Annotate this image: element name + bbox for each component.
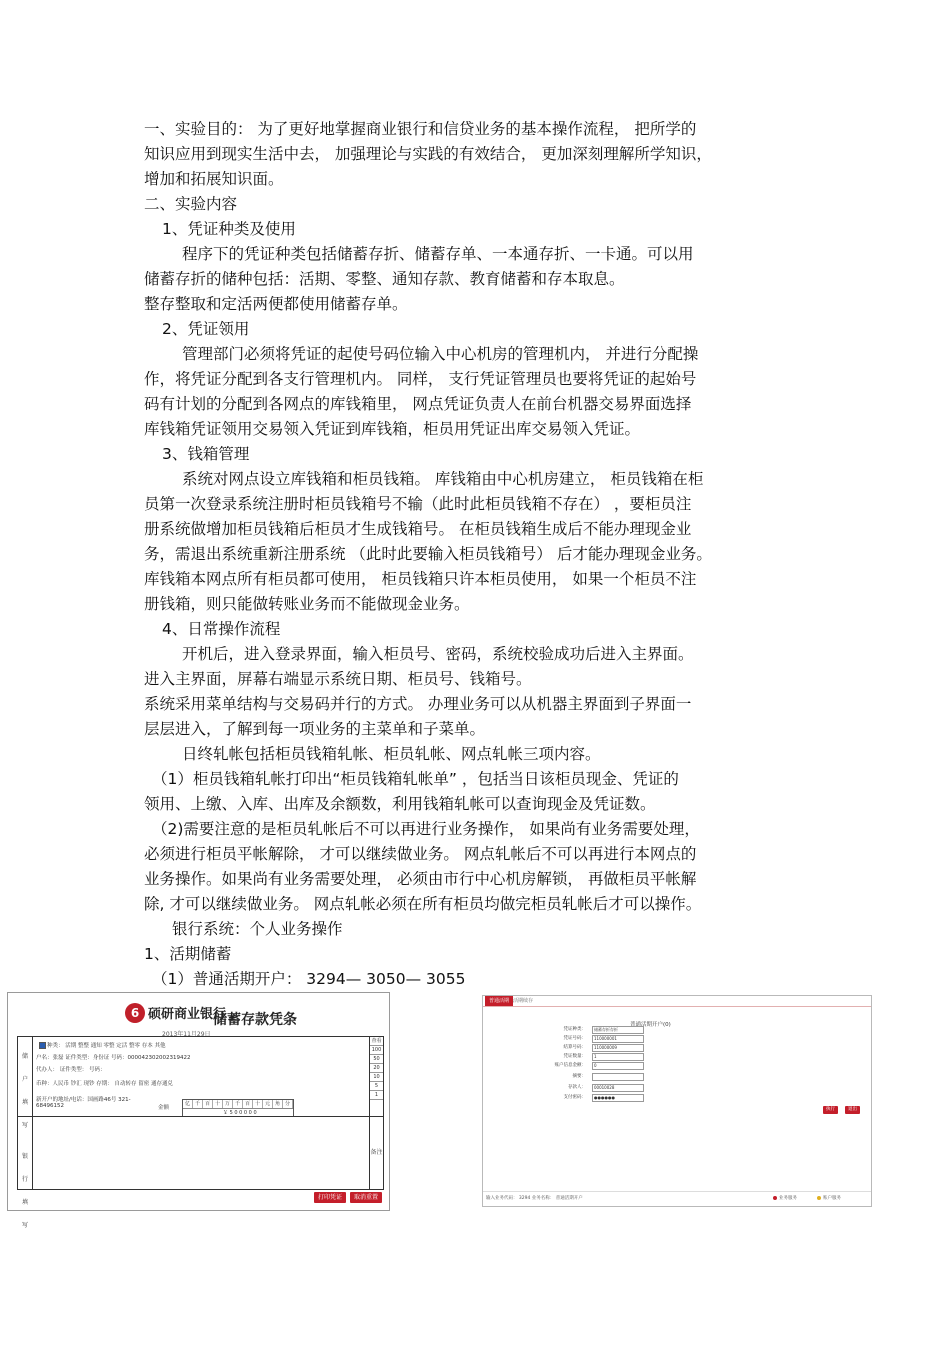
paragraph: 管理部门必须将凭证的起使号码位输入中心机房的管理机内， 并进行分配操 (182, 345, 699, 363)
address-row: 新开户的地址/电话：国画路46号 321- (36, 1097, 131, 1103)
paragraph: 增加和拓展知识面。 (144, 170, 284, 188)
currency-row: 币种：人民币 钞汇 现钞 存期： 自动转存 留密 通存通兑 (36, 1081, 173, 1087)
paragraph: 务，需退出系统重新注册系统 （此时此要输入柜员钱箱号） 后才能办理现金业务。 (144, 545, 712, 563)
paragraph: 整存整取和定活两便都使用储蓄存单。 (144, 295, 408, 313)
subsection-heading: 2、凭证领用 (162, 320, 250, 338)
paragraph: 一、实验目的： 为了更好地掌握商业银行和信贷业务的基本操作流程， 把所学的 (144, 120, 697, 138)
paragraph: 除, 才可以继续做业务。 网点轧帐必须在所有柜员均做完柜员轧帐后才可以操作。 (144, 895, 702, 913)
form-title: 普通活期开户(0) (630, 1022, 671, 1028)
execute-button[interactable]: 执行 (823, 1106, 838, 1114)
paragraph: （2)需要注意的是柜员轧帐后不可以再进行业务操作， 如果尚有业务需要处理， (152, 820, 700, 838)
red-dot-icon (773, 1196, 777, 1200)
exit-button[interactable]: 退出 (845, 1106, 860, 1114)
amount-value: ￥ 5 0 0 0 0 0 (223, 1110, 257, 1116)
paragraph: 系统对网点设立库钱箱和柜员钱箱。 库钱箱由中心机房建立， 柜员钱箱在柜 (182, 470, 704, 488)
paragraph: 库钱箱凭证领用交易领入凭证到库钱箱，柜员用凭证出库交易领入凭证。 (144, 420, 641, 438)
reset-slip-button[interactable]: 取消重置 (350, 1192, 382, 1203)
amount-grid[interactable]: 亿 千 百 十 万 千 百 十 元 角 分 ￥ 5 0 0 0 0 0 (182, 1099, 294, 1117)
paragraph: （1）普通活期开户： 3294— 3050— 3055 (152, 970, 466, 988)
paragraph: 银行系统：个人业务操作 (172, 920, 343, 938)
amount-label: 金额 (158, 1105, 170, 1111)
print-slip-button[interactable]: 打印凭证 (314, 1192, 346, 1203)
paragraph: 知识应用到现实生活中去， 加强理论与实践的有效结合， 更加深刻理解所学知识， (144, 145, 712, 163)
status-bar (483, 1191, 871, 1206)
paragraph: 进入主界面，屏幕右端显示系统日期、柜员号、钱箱号。 (144, 670, 532, 688)
slip-side-label: 储 户 填 写 银 行 填 写 (18, 1037, 33, 1189)
phone-row: 68496152 (36, 1103, 64, 1109)
denomination-column: 查看 100 50 20 10 5 1 (369, 1037, 383, 1116)
paragraph: 层层进入，了解到每一项业务的主菜单和子菜单。 (144, 720, 486, 738)
notes-label: 备注 (369, 1116, 383, 1189)
business-service-link[interactable]: 业务服务 (773, 1192, 797, 1206)
bank-logo-icon: 6 (125, 1003, 145, 1023)
slip-title: 储蓄存款凭条 (213, 1012, 297, 1028)
account-opening-screenshot: 普通活期 活期续存 普通活期开户(0) 凭证种类： 储蓄存折存折 凭证号码： 110000001 结算号码： 110000009 凭证数量： 1 账户信息金额： 0 摘要： 存款人： 00010028 支付密码： ●●●●●● 执行 退出 输入业务代码： 3294 业务名称： 普通活期开户 业务服务 账户服务 (482, 995, 872, 1207)
paragraph: 码有计划的分配到各网点的库钱箱里， 网点凭证负责人在前台机器交易界面选择 (144, 395, 692, 413)
status-transaction: 输入业务代码： 3294 业务名称： 普通活期开户 (486, 1196, 583, 1201)
paragraph: 库钱箱本网点所有柜员都可使用， 柜员钱箱只许本柜员使用， 如果一个柜员不注 (144, 570, 697, 588)
paragraph: 员第一次登录系统注册时柜员钱箱号不输（此时此柜员钱箱不存在） ，要柜员注 (144, 495, 692, 513)
paragraph: 开机后，进入登录界面，输入柜员号、密码，系统校验成功后进入主界面。 (182, 645, 694, 663)
account-service-link[interactable]: 账户服务 (817, 1192, 841, 1206)
bank-name: 硕研商业银行 (148, 1007, 227, 1022)
paragraph: 作，将凭证分配到各支行管理机内。 同样， 支行凭证管理员也要将凭证的起始号 (144, 370, 697, 388)
slip-date: 2013年11月29日 (162, 1031, 211, 1038)
paragraph: 必须进行柜员平帐解除， 才可以继续做业务。 网点轧帐后不可以再进行本网点的 (144, 845, 697, 863)
paragraph: 业务操作。如果尚有业务需要处理， 必须由市行中心机房解锁， 再做柜员平帐解 (144, 870, 697, 888)
paragraph: （1）柜员钱箱轧帐打印出“柜员钱箱轧帐单” ，包括当日该柜员现金、凭证的 (152, 770, 679, 788)
section-heading: 二、实验内容 (144, 195, 238, 213)
paragraph: 册系统做增加柜员钱箱后柜员才生成钱箱号。 在柜员钱箱生成后不能办理现金业 (144, 520, 692, 538)
deposit-type-row[interactable]: 种类： 活期 整整 通知 零整 定活 整零 存本 其他 (36, 1041, 166, 1049)
yellow-dot-icon (817, 1196, 821, 1200)
checkbox-icon[interactable] (39, 1042, 46, 1049)
tab-renewal[interactable]: 活期续存 (513, 998, 534, 1004)
paragraph: 程序下的凭证种类包括储蓄存折、储蓄存单、一本通存折、一卡通。可以用 (182, 245, 694, 263)
subsection-heading: 4、日常操作流程 (162, 620, 281, 638)
paragraph: 领用、上缴、入库、出库及余额数，利用钱箱轧帐可以查询现金及凭证数。 (144, 795, 656, 813)
divider (18, 1116, 383, 1117)
subsection-heading: 1、活期储蓄 (144, 945, 232, 963)
subsection-heading: 3、钱箱管理 (162, 445, 250, 463)
tab-current-account[interactable]: 普通活期 (485, 996, 513, 1006)
agent-row: 代办人： 证件类型： 号码： (36, 1067, 106, 1073)
document-body (144, 117, 809, 992)
paragraph: 储蓄存折的储种包括：活期、零整、通知存款、教育储蓄和存本取息。 (144, 270, 625, 288)
subsection-heading: 1、凭证种类及使用 (162, 220, 296, 238)
deposit-slip-screenshot (7, 992, 390, 1229)
account-name-row: 户名：张磊 证件类型：身份证 号码：000042302002319422 (36, 1055, 191, 1061)
paragraph: 系统采用菜单结构与交易码并行的方式。 办理业务可以从机器主界面到子界面一 (144, 695, 692, 713)
paragraph: 日终轧帐包括柜员钱箱轧帐、柜员轧帐、网点轧帐三项内容。 (182, 745, 601, 763)
paragraph: 册钱箱，则只能做转账业务而不能做现金业务。 (144, 595, 470, 613)
tab-bar (483, 996, 871, 1007)
